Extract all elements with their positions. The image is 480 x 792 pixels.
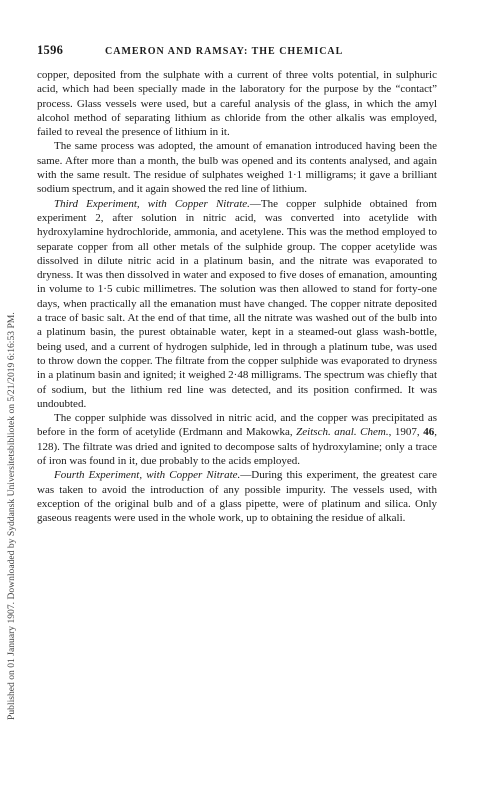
paragraph-5 <box>37 468 437 525</box>
paragraph-3-body: —The copper sulphide obtained from experiment 2, after solution in nitric acid, was converted into acetylide with hydroxylamine hydrochloride, ammonia, and acetylene. This was the method employed to separate copper from all other metals of the sulphide group. The copper acetylide was dissolved in dilute nitric acid in a platinum basin, and the nitrate was evaporated to dryness. It was then dissolved in water and exposed to five doses of emanation, amounting in volume to 1·5 cubic millimetres. The solution was then allowed to stand for forty-one days, when practically all the emanation must have changed. The copper nitrate deposited a trace of basic salt. At the end of that time, all the nitrate was washed out of the bulb into a platinum basin, the purest obtainable water, kept in a steamed-out glass wash-bottle, being used, and a current of hydrogen sulphide, led in through a platinum tube, was used to throw down the copper. The filtrate from the copper sulphide was evaporated to dryness in a platinum basin and ignited; it weighed 2·48 milligrams. The spectrum was chiefly that of sodium, but the lithium red line was detected, and its position confirmed. It was undoubted. <box>37 197 437 410</box>
running-head <box>37 43 437 58</box>
paragraph-4-part-c: , 128). The filtrate was dried and ignited to decompose salts of hydroxylamine; only a trace of iron was found in it, due probably to the acids employed. <box>37 426 438 468</box>
paragraph-4-part-b: , 1907, <box>388 426 424 439</box>
paragraph-1: copper, deposited from the sulphate with a current of three volts potential, in sulphuric acid, which had been specially made in the laboratory for the purpose by the “contact” process. Glass vessels were used, but a careful analysis of the glass, in which the amyl alcohol method of separating lithium as chloride from the other alkalis was employed, failed to reveal the presence of lithium in it. <box>37 69 437 139</box>
running-title: CAMERON AND RAMSAY: THE CHEMICAL <box>105 46 344 57</box>
paragraph-4-part-a: The copper sulphide was dissolved in nitric acid, and the copper was precipitated as before in the form of acetylide (Erdmann and Makowka, <box>37 412 437 439</box>
paragraph-5-body: —During this experiment, the greatest care was taken to avoid the introduction of any possible impurity. The vessels used, with exception of the original bulb and of a glass pipette, were of platinum and silica. Only gaseous reagents were used in the whole work, up to obtaining the residue of alkali. <box>37 469 437 525</box>
paragraph-3 <box>37 197 437 411</box>
download-notice-text: Published on 01 January 1907. Downloaded by Syddansk Universitetsbibliotek on 5/21/2019 6:16:53 PM. <box>6 312 17 720</box>
download-notice <box>4 40 16 720</box>
experiment-heading-third: Third Experiment, with Copper Nitrate. <box>54 197 250 210</box>
journal-page <box>37 43 437 526</box>
paragraph-4 <box>37 411 437 468</box>
page-number: 1596 <box>37 43 64 57</box>
journal-citation: Zeitsch. anal. Chem. <box>296 426 389 439</box>
experiment-heading-fourth: Fourth Experiment, with Copper Nitrate. <box>54 469 241 482</box>
paragraph-2: The same process was adopted, the amount of emanation introduced having been the same. After more than a month, the bulb was opened and its contents analysed, and again with the same result. The residue of sulphates weighed 1·1 milligrams; it gave a brilliant sodium spectrum, and it again showed the red line of lithium. <box>37 140 437 196</box>
volume-number: 46 <box>423 426 435 439</box>
